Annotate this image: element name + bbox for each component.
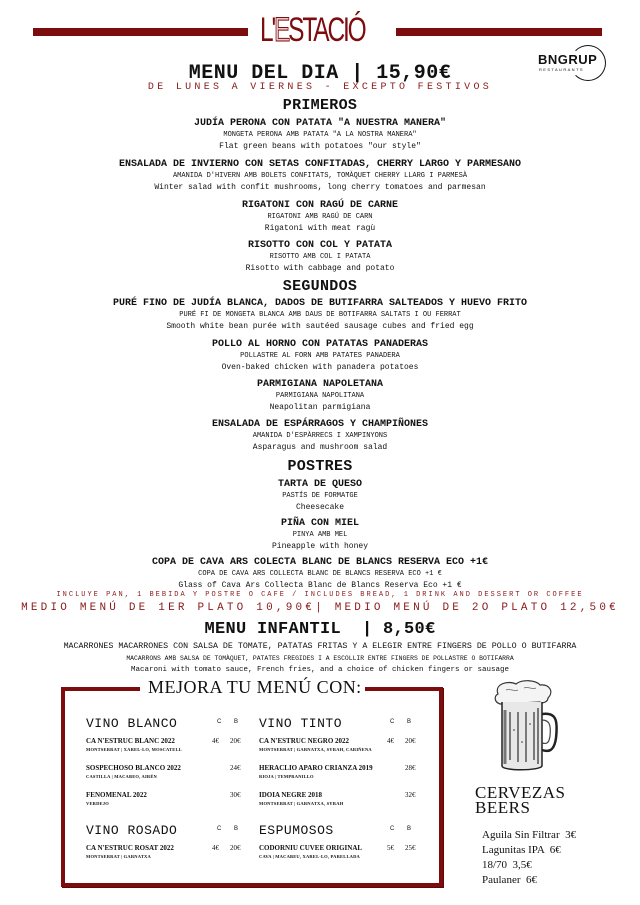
dish-item — [0, 240, 640, 275]
dish-name-ca: PASTÍS DE FORMATGE — [282, 492, 358, 500]
wine-price-bottle: 28€ — [405, 764, 416, 772]
wine-name: IDOIA NEGRE 2018 — [259, 791, 323, 799]
wine-desc: VERDEJO — [86, 801, 109, 806]
dish-name-ca: PARMIGIANA NAPOLITANA — [275, 392, 365, 400]
dish-item — [0, 339, 640, 374]
kids-menu-dish — [0, 641, 640, 676]
col-header-bottle: B — [234, 826, 239, 832]
beer-list — [482, 828, 576, 888]
wine-price-bottle: 25€ — [405, 844, 416, 852]
wine-price-bottle: 30€ — [230, 791, 241, 799]
cava-es: COPA DE CAVA ARS COLECTA BLANC DE BLANCS RESERVA ECO +1€ — [151, 557, 489, 568]
wine-item — [86, 843, 256, 867]
dish-name-ca: PINYA AMB MEL — [292, 531, 348, 539]
wine-price-bottle: 20€ — [230, 844, 241, 852]
beers-heading-es: CERVEZAS — [475, 783, 566, 802]
wine-price-glass: 4€ — [212, 844, 219, 852]
dish-name-en: Asparagus and mushroom salad — [252, 443, 388, 452]
wine-name: CA N'ESTRUC BLANC 2022 — [86, 737, 175, 745]
beer-item: Aguila Sin Filtrar 3€ — [482, 829, 577, 841]
logo-text-post: STACIÓ — [288, 11, 365, 49]
dish-name-ca: AMANIDA D'ESPÀRRECS I XAMPINYONS — [252, 432, 388, 440]
dish-name-es: RISOTTO CON COL Y PATATA — [247, 240, 393, 251]
dish-name-en: Winter salad with confit mushrooms, long cherry tomatoes and parmesan — [154, 183, 486, 192]
wine-desc: CASTILLA | MACABEO, AIRÉN — [86, 774, 158, 779]
col-header-bottle: B — [234, 719, 239, 725]
wine-desc: MONTSERRAT | GARNATXA, SYRAH, CARIÑENA — [259, 747, 372, 752]
col-header-glass: C — [217, 826, 222, 832]
wine-desc: CAVA | MACABEU, XAREL·LO, PARELLADA — [259, 854, 361, 859]
section-heading-primeros: PRIMEROS — [282, 97, 358, 114]
col-header-glass: C — [390, 719, 395, 725]
section-heading-postres: POSTRES — [287, 458, 353, 475]
kids-dish-en: Macaroni with tomato sauce, French fries, and a choice of chicken fingers or sausage — [130, 666, 510, 674]
wine-group-blanco — [86, 714, 256, 814]
box-top-border-right — [365, 687, 439, 691]
beer-mug-icon — [490, 680, 562, 775]
dish-name-es: PARMIGIANA NAPOLETANA — [256, 379, 384, 390]
dish-item — [0, 159, 640, 194]
dish-name-ca: RIGATONI AMB RAGÚ DE CARN — [267, 213, 373, 221]
wine-price-glass: 4€ — [387, 737, 394, 745]
wine-name: FENOMENAL 2022 — [86, 791, 147, 799]
wine-group-rosado — [86, 821, 256, 867]
wine-item — [259, 843, 429, 867]
section-heading-segundos: SEGUNDOS — [282, 278, 358, 295]
dish-item — [0, 518, 640, 553]
wine-desc: MONTSERRAT | XAREL·LO, MOSCATELL — [86, 747, 182, 752]
dish-name-es: TARTA DE QUESO — [277, 479, 362, 490]
wine-group-heading: ESPUMOSOS — [259, 823, 334, 838]
wine-price-bottle: 20€ — [405, 737, 416, 745]
kids-dish-es: MACARRONES MACARRONES CON SALSA DE TOMATE, PATATAS FRITAS Y A ELEGIR ENTRE FINGERS DE POLLO O BUTIFARRA — [63, 642, 577, 651]
brand-tagline: RESTAURANTS — [539, 67, 584, 72]
wine-desc: MONTSERRAT | GARNATXA — [86, 854, 151, 859]
cava-ca: COPA DE CAVA ARS COLLECTA BLANC DE BLANCS RESERVA ECO +1 € — [198, 570, 442, 578]
beers-heading-en: BEERS — [475, 798, 531, 817]
cava-en: Glass of Cava Ars Collecta Blanc de Blancs Reserva Eco +1 € — [178, 581, 462, 590]
dish-name-en: Smooth white bean purée with sautéed sausage cubes and fried egg — [166, 322, 474, 331]
dish-name-es: JUDÍA PERONA CON PATATA "A NUESTRA MANERA" — [193, 118, 447, 129]
box-top-border-left — [61, 687, 140, 691]
wine-price-bottle: 20€ — [230, 737, 241, 745]
wine-item — [86, 763, 256, 787]
logo-text-pre: L' — [260, 11, 274, 49]
dish-name-en: Neapolitan parmigiana — [269, 403, 371, 412]
wine-name: CODORNIU CUVEE ORIGINAL — [259, 844, 363, 852]
beers-heading — [475, 785, 565, 815]
dish-item — [0, 118, 640, 153]
beer-item: Paulaner 6€ — [482, 874, 537, 886]
wine-group-heading: VINO ROSADO — [86, 823, 178, 838]
wine-group-heading: VINO BLANCO — [86, 716, 178, 731]
header-bar-left — [33, 28, 248, 36]
cava-upgrade — [0, 557, 640, 592]
wine-group-espumosos — [259, 821, 429, 867]
dish-name-es: PURÉ FINO DE JUDÍA BLANCA, DADOS DE BUTIFARRA SALTEADOS Y HUEVO FRITO — [112, 298, 528, 309]
col-header-bottle: B — [407, 719, 412, 725]
kids-dish-ca: MACARRONS AMB SALSA DE TOMÀQUET, PATATES FREGIDES I A ESCOLLIR ENTRE FINGERS DE POLLASTRE O BOTIFARRA — [126, 655, 514, 662]
dish-name-ca: AMANIDA D'HIVERN AMB BOLETS CONFITATS, TOMÀQUET CHERRY LLARG I PARMESÀ — [172, 172, 468, 180]
dish-name-es: PIÑA CON MIEL — [280, 518, 359, 529]
dish-name-en: Flat green beans with potatoes "our style" — [219, 142, 421, 151]
dish-name-en: Pineapple with honey — [271, 542, 368, 551]
page-subtitle: DE LUNES A VIERNES - EXCEPTO FESTIVOS — [147, 82, 493, 93]
dish-name-en: Cheesecake — [295, 503, 344, 512]
wine-name: CA N'ESTRUC NEGRO 2022 — [259, 737, 350, 745]
wine-name: HERACLIO APARO CRIANZA 2019 — [259, 764, 373, 772]
dish-name-es: POLLO AL HORNO CON PATATAS PANADERAS — [211, 339, 429, 350]
dish-item — [0, 479, 640, 514]
dish-name-ca: RISOTTO AMB COL I PATATA — [269, 253, 371, 261]
col-header-glass: C — [217, 719, 222, 725]
col-header-glass: C — [390, 826, 395, 832]
col-header-bottle: B — [407, 826, 412, 832]
dish-name-en: Risotto with cabbage and potato — [245, 264, 395, 273]
wine-group-tinto — [259, 714, 429, 814]
dish-name-ca: PURÉ FI DE MONGETA BLANCA AMB DAUS DE BOTIFARRA SALTATS I OU FERRAT — [179, 311, 461, 319]
dish-name-es: ENSALADA DE INVIERNO CON SETAS CONFITADAS, CHERRY LARGO Y PARMESANO — [118, 159, 522, 170]
dish-item — [0, 419, 640, 454]
dish-name-en: Rigatoni with meat ragù — [264, 224, 376, 233]
dish-item — [0, 379, 640, 414]
beer-item: Lagunitas IPA 6€ — [482, 844, 561, 856]
dish-name-es: RIGATONI CON RAGÚ DE CARNE — [241, 200, 399, 211]
includes-note: INCLUYE PAN, 1 BEBIDA Y POSTRE O CAFE / INCLUDES BREAD, 1 DRINK AND DESSERT OR COFFEE — [56, 591, 584, 599]
logo — [260, 10, 365, 50]
dish-name-es: ENSALADA DE ESPÁRRAGOS Y CHAMPIÑONES — [211, 419, 429, 430]
wine-desc: MONTSERRAT | GARNATXA, SYRAH — [259, 801, 344, 806]
wine-item — [259, 763, 429, 787]
wine-name: SOSPECHOSO BLANCO 2022 — [86, 764, 181, 772]
medio-menu-prices: MEDIO MENÚ DE 1ER PLATO 10,90€| MEDIO MENÚ DE 2O PLATO 12,50€ — [21, 602, 619, 614]
dish-item — [0, 200, 640, 235]
wine-item — [259, 736, 429, 760]
wine-name: CA N'ESTRUC ROSAT 2022 — [86, 844, 174, 852]
logo-text-e: E — [273, 11, 289, 49]
wine-upgrade-title: MEJORA TU MENÚ CON: — [148, 677, 362, 697]
page-title: MENU DEL DIA | 15,90€ — [188, 62, 452, 85]
wine-item — [259, 790, 429, 814]
dish-name-ca: POLLASTRE AL FORN AMB PATATES PANADERA — [240, 352, 400, 360]
dish-name-en: Oven-baked chicken with panadera potatoes — [221, 363, 419, 372]
wine-item — [86, 790, 256, 814]
wine-price-glass: 5€ — [387, 844, 394, 852]
header-bar-right — [396, 28, 602, 36]
dish-item — [0, 298, 640, 333]
kids-menu-title: MENU INFANTIL | 8,50€ — [204, 620, 436, 639]
brand-name: BNGRUP — [538, 52, 598, 67]
beer-item: 18/70 3,5€ — [482, 859, 532, 871]
wine-price-bottle: 32€ — [405, 791, 416, 799]
wine-price-bottle: 24€ — [230, 764, 241, 772]
wine-desc: RIOJA | TEMPRANILLO — [259, 774, 314, 779]
wine-price-glass: 4€ — [212, 737, 219, 745]
wine-group-heading: VINO TINTO — [259, 716, 343, 731]
dish-name-ca: MONGETA PERONA AMB PATATA "A LA NOSTRA MANERA" — [223, 131, 417, 139]
wine-item — [86, 736, 256, 760]
